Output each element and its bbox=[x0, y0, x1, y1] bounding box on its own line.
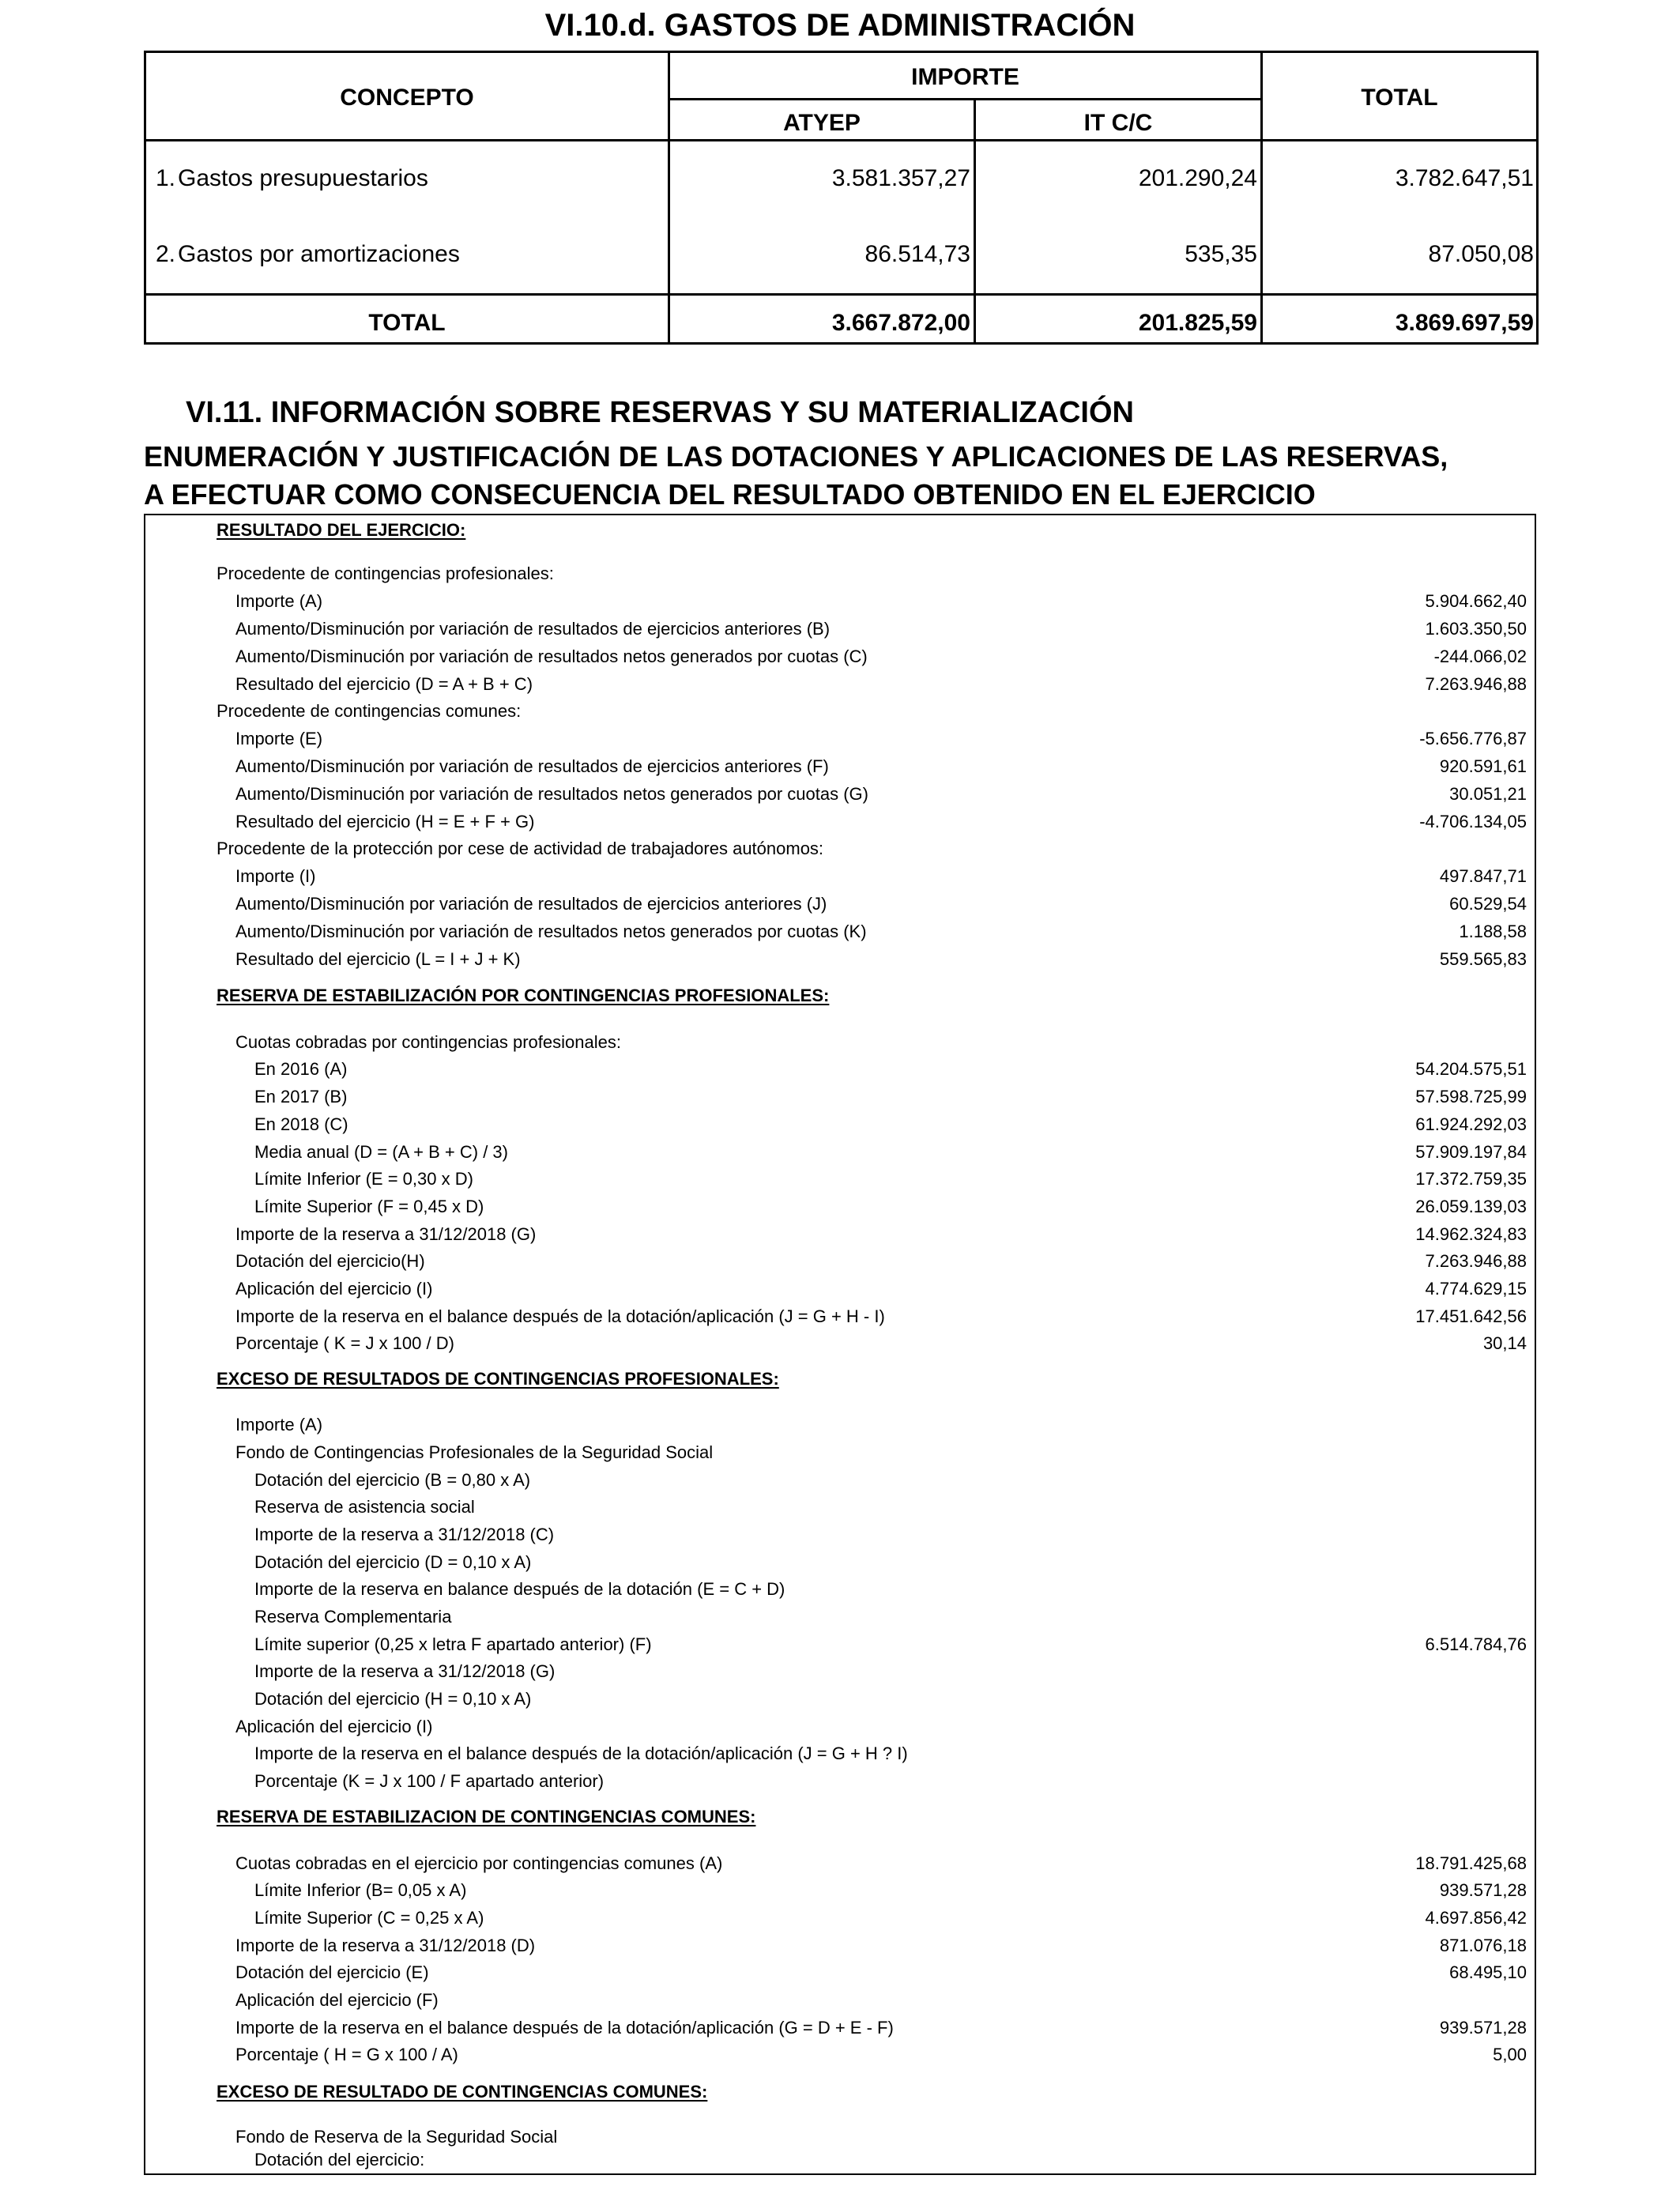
row-number: 2. bbox=[156, 241, 176, 267]
list-item bbox=[145, 1439, 1535, 1466]
list-item bbox=[145, 1084, 1535, 1110]
item-label: Límite Superior (C = 0,25 x A) bbox=[254, 1908, 484, 1928]
total-label: TOTAL bbox=[368, 310, 446, 336]
item-label: Resultado del ejercicio (L = I + J + K) bbox=[235, 949, 521, 969]
row-total: 3.782.647,51 bbox=[1395, 165, 1534, 191]
header-atyep: ATYEP bbox=[783, 110, 861, 136]
item-value: -5.656.776,87 bbox=[1419, 729, 1527, 748]
list-item bbox=[145, 1713, 1535, 1740]
list-item bbox=[145, 1166, 1535, 1193]
item-label: Importe de la reserva a 31/12/2018 (G) bbox=[235, 1224, 537, 1244]
total-itcc: 201.825,59 bbox=[1138, 310, 1257, 336]
item-label: Porcentaje (K = J x 100 / F apartado anterior) bbox=[254, 1771, 605, 1791]
list-item bbox=[145, 1276, 1535, 1302]
list-item bbox=[145, 1139, 1535, 1166]
list-item bbox=[145, 2041, 1535, 2068]
item-label: En 2018 (C) bbox=[254, 1114, 348, 1134]
block-title-resultado: RESULTADO DEL EJERCICIO: bbox=[217, 520, 466, 540]
item-value: 559.565,83 bbox=[1439, 949, 1527, 969]
item-value: 7.263.946,88 bbox=[1425, 674, 1527, 694]
list-item bbox=[145, 1905, 1535, 1932]
list-item bbox=[145, 1877, 1535, 1904]
item-label: En 2016 (A) bbox=[254, 1059, 348, 1079]
table-hline bbox=[146, 139, 1536, 141]
block-title-exceso-com: EXCESO DE RESULTADO DE CONTINGENCIAS COMUNES: bbox=[217, 2082, 708, 2102]
item-label: Aumento/Disminución por variación de resultados netos generados por cuotas (K) bbox=[235, 922, 867, 941]
item-value: 18.791.425,68 bbox=[1415, 1853, 1527, 1873]
list-item bbox=[145, 1521, 1535, 1548]
item-label: Porcentaje ( H = G x 100 / A) bbox=[235, 2045, 458, 2064]
item-label: En 2017 (B) bbox=[254, 1087, 348, 1106]
subtitle-line-1: ENUMERACIÓN Y JUSTIFICACIÓN DE LAS DOTACIONES Y APLICACIONES DE LAS RESERVAS, bbox=[144, 440, 1448, 473]
item-label: Importe (A) bbox=[235, 591, 323, 611]
item-label: Importe de la reserva a 31/12/2018 (D) bbox=[235, 1936, 536, 1955]
list-item bbox=[145, 1467, 1535, 1494]
item-value: 1.603.350,50 bbox=[1425, 619, 1527, 639]
item-label: Cuotas cobradas en el ejercicio por contingencias comunes (A) bbox=[235, 1853, 723, 1873]
item-label: Límite Inferior (E = 0,30 x D) bbox=[254, 1169, 473, 1189]
list-item bbox=[145, 643, 1535, 670]
item-label: Aplicación del ejercicio (F) bbox=[235, 1990, 439, 2010]
list-item bbox=[145, 560, 1535, 587]
item-label: Fondo de Reserva de la Seguridad Social bbox=[235, 2127, 558, 2147]
block-title-reserva-com: RESERVA DE ESTABILIZACION DE CONTINGENCIAS COMUNES: bbox=[217, 1807, 756, 1826]
item-label: Reserva Complementaria bbox=[254, 1607, 452, 1627]
list-item bbox=[145, 517, 1535, 544]
list-item bbox=[145, 863, 1535, 890]
row-atyep: 86.514,73 bbox=[864, 241, 970, 267]
item-value: 17.451.642,56 bbox=[1415, 1306, 1527, 1326]
table-hline bbox=[668, 98, 1263, 100]
item-value: 68.495,10 bbox=[1449, 1962, 1527, 1982]
total-atyep: 3.667.872,00 bbox=[831, 310, 970, 336]
item-value: -4.706.134,05 bbox=[1419, 812, 1527, 831]
list-item bbox=[145, 1959, 1535, 1986]
subtitle-line-2: A EFECTUAR COMO CONSECUENCIA DEL RESULTADO OBTENIDO EN EL EJERCICIO bbox=[144, 478, 1316, 511]
item-value: 30,14 bbox=[1482, 1333, 1527, 1353]
list-item bbox=[145, 891, 1535, 918]
list-item bbox=[145, 616, 1535, 643]
list-item bbox=[145, 918, 1535, 945]
item-label: Límite Inferior (B= 0,05 x A) bbox=[254, 1880, 467, 1900]
list-item bbox=[145, 588, 1535, 615]
row-number: 1. bbox=[156, 165, 176, 191]
list-item bbox=[145, 1494, 1535, 1521]
total-total: 3.869.697,59 bbox=[1395, 310, 1534, 336]
list-item bbox=[145, 698, 1535, 725]
item-label: Dotación del ejercicio: bbox=[254, 2150, 425, 2169]
item-label: Aumento/Disminución por variación de resultados netos generados por cuotas (C) bbox=[235, 647, 868, 666]
header-itcc: IT C/C bbox=[1083, 110, 1153, 136]
item-label: Porcentaje ( K = J x 100 / D) bbox=[235, 1333, 454, 1353]
list-item bbox=[145, 781, 1535, 808]
item-label: Importe de la reserva a 31/12/2018 (G) bbox=[254, 1661, 556, 1681]
item-label: Aumento/Disminución por variación de resultados de ejercicios anteriores (B) bbox=[235, 619, 831, 639]
list-item bbox=[145, 1850, 1535, 1877]
item-value: 1.188,58 bbox=[1459, 922, 1527, 941]
group-header: Cuotas cobradas por contingencias profesionales: bbox=[235, 1032, 621, 1052]
list-item bbox=[145, 1303, 1535, 1330]
item-label: Dotación del ejercicio (D = 0,10 x A) bbox=[254, 1552, 532, 1572]
item-label: Dotación del ejercicio (E) bbox=[235, 1962, 429, 1982]
list-item bbox=[145, 1029, 1535, 1056]
header-concepto: CONCEPTO bbox=[340, 85, 474, 111]
row-concepto: Gastos por amortizaciones bbox=[178, 241, 460, 267]
list-item bbox=[145, 809, 1535, 835]
item-value: 4.774.629,15 bbox=[1425, 1279, 1527, 1299]
list-item bbox=[145, 1686, 1535, 1713]
item-value: 939.571,28 bbox=[1439, 2018, 1527, 2038]
item-value: 5.904.662,40 bbox=[1425, 591, 1527, 611]
item-label: Resultado del ejercicio (D = A + B + C) bbox=[235, 674, 533, 694]
header-importe: IMPORTE bbox=[911, 64, 1019, 90]
table-hline bbox=[146, 293, 1536, 296]
row-total: 87.050,08 bbox=[1428, 241, 1534, 267]
header-total: TOTAL bbox=[1361, 85, 1438, 111]
item-value: 7.263.946,88 bbox=[1425, 1251, 1527, 1271]
list-item bbox=[145, 1193, 1535, 1220]
item-label: Dotación del ejercicio (B = 0,80 x A) bbox=[254, 1470, 531, 1490]
row-itcc: 535,35 bbox=[1185, 241, 1257, 267]
item-label: Aplicación del ejercicio (I) bbox=[235, 1717, 433, 1736]
list-item bbox=[145, 946, 1535, 973]
item-value: 54.204.575,51 bbox=[1415, 1059, 1527, 1079]
item-label: Dotación del ejercicio (H = 0,10 x A) bbox=[254, 1689, 532, 1709]
list-item bbox=[145, 2015, 1535, 2041]
list-item bbox=[145, 1056, 1535, 1083]
list-item bbox=[145, 753, 1535, 780]
item-value: 61.924.292,03 bbox=[1415, 1114, 1527, 1134]
row-atyep: 3.581.357,27 bbox=[831, 165, 970, 191]
item-label: Importe de la reserva a 31/12/2018 (C) bbox=[254, 1525, 555, 1544]
item-label: Aumento/Disminución por variación de resultados netos generados por cuotas (G) bbox=[235, 784, 868, 804]
item-label: Aumento/Disminución por variación de resultados de ejercicios anteriores (J) bbox=[235, 894, 827, 914]
list-item bbox=[145, 1412, 1535, 1438]
item-value: 57.598.725,99 bbox=[1415, 1087, 1527, 1106]
list-item bbox=[145, 1932, 1535, 1959]
item-label: Límite Superior (F = 0,45 x D) bbox=[254, 1197, 484, 1216]
item-value: 14.962.324,83 bbox=[1415, 1224, 1527, 1244]
item-label: Importe de la reserva en el balance después de la dotación/aplicación (J = G + H - I) bbox=[235, 1306, 885, 1326]
item-label: Importe (E) bbox=[235, 729, 323, 748]
item-label: Resultado del ejercicio (H = E + F + G) bbox=[235, 812, 535, 831]
section-title-reservas: VI.11. INFORMACIÓN SOBRE RESERVAS Y SU MATERIALIZACIÓN bbox=[186, 396, 1134, 429]
list-item bbox=[145, 1768, 1535, 1795]
block-title-reserva-prof: RESERVA DE ESTABILIZACIÓN POR CONTINGENCIAS PROFESIONALES: bbox=[217, 986, 830, 1005]
item-label: Límite superior (0,25 x letra F apartado anterior) (F) bbox=[254, 1634, 652, 1654]
item-value: 5,00 bbox=[1493, 2045, 1527, 2064]
list-item bbox=[145, 1248, 1535, 1275]
list-item bbox=[145, 2079, 1535, 2105]
item-label: Importe (A) bbox=[235, 1415, 323, 1434]
item-label: Importe (I) bbox=[235, 866, 316, 886]
item-label: Reserva de asistencia social bbox=[254, 1497, 475, 1517]
item-label: Importe de la reserva en el balance después de la dotación/aplicación (G = D + E - F) bbox=[235, 2018, 894, 2038]
row-itcc: 201.290,24 bbox=[1138, 165, 1257, 191]
item-label: Importe de la reserva en el balance después de la dotación/aplicación (J = G + H ? I) bbox=[254, 1744, 908, 1763]
item-value: 497.847,71 bbox=[1439, 866, 1527, 886]
list-item bbox=[145, 1631, 1535, 1658]
gastos-table bbox=[144, 51, 1539, 345]
item-value: 939.571,28 bbox=[1439, 1880, 1527, 1900]
list-item bbox=[145, 1804, 1535, 1830]
item-label: Importe de la reserva en balance después de la dotación (E = C + D) bbox=[254, 1579, 785, 1599]
item-value: 6.514.784,76 bbox=[1425, 1634, 1527, 1654]
item-value: 57.909.197,84 bbox=[1415, 1142, 1527, 1162]
row-concepto: Gastos presupuestarios bbox=[178, 165, 428, 191]
table-vline bbox=[668, 53, 670, 342]
item-value: 26.059.139,03 bbox=[1415, 1197, 1527, 1216]
item-label: Aplicación del ejercicio (I) bbox=[235, 1279, 433, 1299]
item-value: 920.591,61 bbox=[1439, 756, 1527, 776]
group-header: Procedente de contingencias comunes: bbox=[217, 701, 522, 721]
list-item bbox=[145, 1658, 1535, 1685]
reservas-box bbox=[144, 514, 1536, 2175]
item-value: 30.051,21 bbox=[1449, 784, 1527, 804]
list-item bbox=[145, 1330, 1535, 1357]
item-value: 60.529,54 bbox=[1449, 894, 1527, 914]
item-value: 4.697.856,42 bbox=[1425, 1908, 1527, 1928]
list-item bbox=[145, 2147, 1535, 2173]
list-item bbox=[145, 1221, 1535, 1248]
list-item bbox=[145, 1987, 1535, 2014]
item-value: -244.066,02 bbox=[1433, 647, 1527, 666]
list-item bbox=[145, 1111, 1535, 1138]
list-item bbox=[145, 1604, 1535, 1630]
section-title-gastos: VI.10.d. GASTOS DE ADMINISTRACIÓN bbox=[544, 8, 1136, 43]
group-header: Procedente de la protección por cese de actividad de trabajadores autónomos: bbox=[217, 839, 824, 858]
list-item bbox=[145, 1366, 1535, 1393]
block-title-exceso-prof: EXCESO DE RESULTADOS DE CONTINGENCIAS PROFESIONALES: bbox=[217, 1369, 779, 1389]
list-item bbox=[145, 726, 1535, 752]
item-label: Dotación del ejercicio(H) bbox=[235, 1251, 425, 1271]
list-item bbox=[145, 671, 1535, 698]
item-value: 17.372.759,35 bbox=[1415, 1169, 1527, 1189]
item-label: Fondo de Contingencias Profesionales de la Seguridad Social bbox=[235, 1442, 714, 1462]
list-item bbox=[145, 835, 1535, 862]
item-value: 871.076,18 bbox=[1439, 1936, 1527, 1955]
list-item bbox=[145, 1549, 1535, 1576]
list-item bbox=[145, 982, 1535, 1009]
item-label: Media anual (D = (A + B + C) / 3) bbox=[254, 1142, 508, 1162]
list-item bbox=[145, 1740, 1535, 1767]
item-label: Aumento/Disminución por variación de resultados de ejercicios anteriores (F) bbox=[235, 756, 829, 776]
list-item bbox=[145, 1576, 1535, 1603]
group-header: Procedente de contingencias profesionales: bbox=[217, 564, 554, 583]
